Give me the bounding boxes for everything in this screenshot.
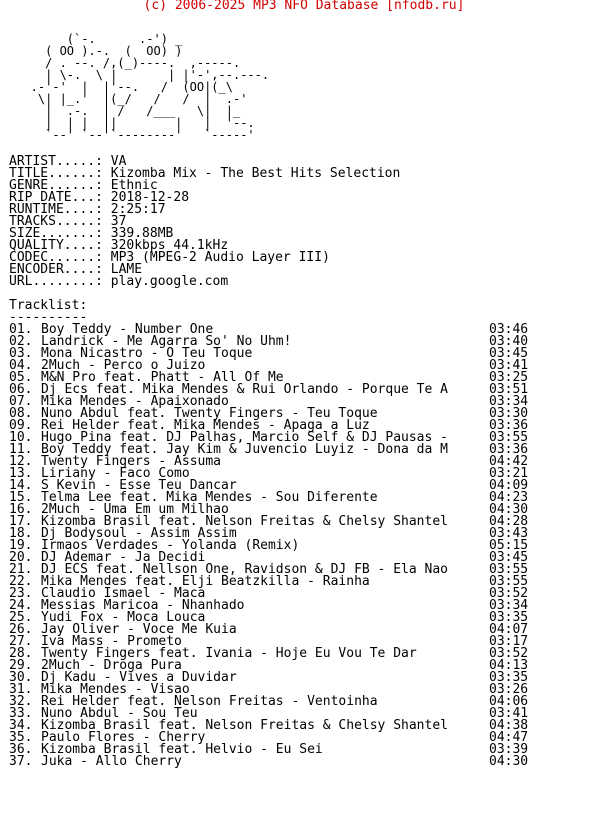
info-label: ARTIST.....: xyxy=(9,154,111,169)
track-duration: 03:36 xyxy=(489,418,529,433)
track-number: 24. xyxy=(9,598,33,613)
track-title: Juka - Allo Cherry xyxy=(41,754,182,769)
track-duration: 03:43 xyxy=(489,526,529,541)
track-duration: 03:55 xyxy=(489,562,529,577)
track-title: Mika Mendes - Apaixonado xyxy=(41,394,229,409)
info-label: SIZE.......: xyxy=(9,226,111,241)
track-title: Landrick - Me Agarra So' No Uhm! xyxy=(41,334,292,349)
info-value: LAME xyxy=(110,262,143,277)
track-duration: 03:17 xyxy=(489,634,529,649)
track-number: 22. xyxy=(9,574,33,589)
track-title: Mona Nicastro - O Teu Toque xyxy=(41,346,253,361)
track-duration: 03:52 xyxy=(489,646,529,661)
track-title: S Kevin - Esse Teu Dancar xyxy=(41,478,237,493)
track-title: Kizomba Brasil feat. Helvio - Eu Sei xyxy=(41,742,323,757)
track-title: Mika Mendes - Visao xyxy=(41,682,190,697)
track-title: Nuno Abdul feat. Twenty Fingers - Teu Toque xyxy=(41,406,378,421)
track-number: 03. xyxy=(9,346,33,361)
track-title: Twenty Fingers feat. Ivania - Hoje Eu Vou Te Dar xyxy=(41,646,417,661)
track-duration: 04:30 xyxy=(489,754,529,769)
track-duration: 03:35 xyxy=(489,610,529,625)
info-label: TRACKS.....: xyxy=(9,214,111,229)
track-duration: 03:36 xyxy=(489,442,529,457)
track-title: Kizomba Brasil feat. Nelson Freitas & Chelsy Shantel xyxy=(41,718,448,733)
track-title: Kizomba Brasil feat. Nelson Freitas & Chelsy Shantel xyxy=(41,514,448,529)
track-title: Twenty Fingers - Assuma xyxy=(41,454,222,469)
track-duration: 03:30 xyxy=(489,406,529,421)
track-title: Dj Ecs feat. Mika Mendes & Rui Orlando - Porque Te A xyxy=(41,382,448,397)
track-number: 36. xyxy=(9,742,33,757)
track-number: 34. xyxy=(9,718,33,733)
track-title: Dj Bodysoul - Assim Assim xyxy=(41,526,237,541)
track-number: 15. xyxy=(9,490,33,505)
track-title: Yudi Fox - Moca Louca xyxy=(41,610,206,625)
track-number: 30. xyxy=(9,670,33,685)
info-label: RUNTIME....: xyxy=(9,202,111,217)
track-duration: 03:26 xyxy=(489,682,529,697)
track-duration: 04:09 xyxy=(489,478,529,493)
track-row xyxy=(9,756,549,768)
track-duration: 03:52 xyxy=(489,586,529,601)
track-title: Boy Teddy - Number One xyxy=(41,322,214,337)
track-number: 23. xyxy=(9,586,33,601)
track-number: 10. xyxy=(9,430,33,445)
info-label: ENCODER....: xyxy=(9,262,111,277)
tracklist-rule: ---------- xyxy=(9,310,88,325)
info-row xyxy=(9,276,400,288)
track-duration: 03:25 xyxy=(489,370,529,385)
track-title: Claudio Ismael - Maca xyxy=(41,586,206,601)
info-label: GENRE......: xyxy=(9,178,111,193)
track-title: Liriany - Faco Como xyxy=(41,466,190,481)
track-number: 37. xyxy=(9,754,33,769)
tracklist-heading xyxy=(9,300,87,324)
track-number: 21. xyxy=(9,562,33,577)
track-number: 25. xyxy=(9,610,33,625)
track-number: 09. xyxy=(9,418,33,433)
track-number: 27. xyxy=(9,634,33,649)
track-number: 12. xyxy=(9,454,33,469)
track-duration: 03:55 xyxy=(489,430,529,445)
track-duration: 04:07 xyxy=(489,622,529,637)
track-duration: 04:42 xyxy=(489,454,529,469)
info-label: QUALITY....: xyxy=(9,238,111,253)
track-title: DJ Ademar - Ja Decidi xyxy=(41,550,206,565)
track-duration: 03:45 xyxy=(489,550,529,565)
site-header: (c) 2006-2025 MP3 NFO Database [nfodb.ru] xyxy=(143,0,465,13)
info-value: 37 xyxy=(110,214,127,229)
track-title: 2Much - Perco o Juizo xyxy=(41,358,206,373)
track-title: Messias Maricoa - Nhanhado xyxy=(41,598,245,613)
track-duration: 03:34 xyxy=(489,598,529,613)
track-duration: 03:40 xyxy=(489,334,529,349)
track-title: Paulo Flores - Cherry xyxy=(41,730,206,745)
track-title: Nuno Abdul - Sou Teu xyxy=(41,706,198,721)
track-duration: 04:30 xyxy=(489,502,529,517)
track-number: 19. xyxy=(9,538,33,553)
track-duration: 03:39 xyxy=(489,742,529,757)
track-duration: 04:47 xyxy=(489,730,529,745)
track-title: 2Much - Uma Em um Milhao xyxy=(41,502,229,517)
info-value: Kizomba Mix - The Best Hits Selection xyxy=(110,166,401,181)
track-title: Mika Mendes feat. Elji Beatzkilla - Rainha xyxy=(41,574,370,589)
track-number: 32. xyxy=(9,694,33,709)
track-title: 2Much - Droga Pura xyxy=(41,658,182,673)
track-duration: 04:13 xyxy=(489,658,529,673)
info-label: RIP DATE...: xyxy=(9,190,111,205)
track-duration: 03:21 xyxy=(489,466,529,481)
info-label: CODEC......: xyxy=(9,250,111,265)
info-value: Ethnic xyxy=(110,178,158,193)
track-title: Rei Helder feat. Mika Mendes - Apaga a Luz xyxy=(41,418,370,433)
track-number: 29. xyxy=(9,658,33,673)
track-title: M&N Pro feat. Phatt - All Of Me xyxy=(41,370,284,385)
info-label: TITLE......: xyxy=(9,166,111,181)
track-title: Telma Lee feat. Mika Mendes - Sou Diferente xyxy=(41,490,378,505)
info-value: 2018-12-28 xyxy=(110,190,190,205)
track-title: Rei Helder feat. Nelson Freitas - Ventoinha xyxy=(41,694,378,709)
track-number: 02. xyxy=(9,334,33,349)
track-number: 17. xyxy=(9,514,33,529)
track-title: Hugo Pina feat. DJ Palhas, Marcio Self & DJ Pausas - xyxy=(41,430,448,445)
track-number: 28. xyxy=(9,646,33,661)
info-value: MP3 (MPEG-2 Audio Layer III) xyxy=(110,250,330,265)
track-title: Jay Oliver - Voce Me Kuia xyxy=(41,622,237,637)
track-title: Irmaos Verdades - Yolanda (Remix) xyxy=(41,538,300,553)
ascii-art-logo: (`-. .-') _ ( OO ).-. ( OO) ) / . --. /,(_)----. ,-----. | \-. \ | | |'-',--.---. .-'-' | |'--. / (OO|(_\ \| |_.' |(_/ / / | .-' | .-. | / /___ \| |_ | | | || | | '--. `--' `--'`--------' `-----' xyxy=(30,32,270,142)
release-info xyxy=(9,156,400,288)
info-value: VA xyxy=(110,154,127,169)
track-duration: 04:06 xyxy=(489,694,529,709)
track-number: 13. xyxy=(9,466,33,481)
track-title: Dj Kadu - Vives a Duvidar xyxy=(41,670,237,685)
track-duration: 04:23 xyxy=(489,490,529,505)
track-title: Iva Mass - Prometo xyxy=(41,634,182,649)
tracklist xyxy=(9,324,549,768)
track-number: 35. xyxy=(9,730,33,745)
info-label: URL........: xyxy=(9,274,111,289)
track-duration: 03:45 xyxy=(489,346,529,361)
info-value: 2:25:17 xyxy=(110,202,166,217)
track-duration: 03:46 xyxy=(489,322,529,337)
track-duration: 03:34 xyxy=(489,394,529,409)
track-number: 07. xyxy=(9,394,33,409)
track-number: 04. xyxy=(9,358,33,373)
track-duration: 04:28 xyxy=(489,514,529,529)
track-number: 31. xyxy=(9,682,33,697)
track-duration: 04:38 xyxy=(489,718,529,733)
track-number: 05. xyxy=(9,370,33,385)
track-duration: 05:15 xyxy=(489,538,529,553)
info-value: play.google.com xyxy=(110,274,229,289)
track-duration: 03:41 xyxy=(489,358,529,373)
track-number: 01. xyxy=(9,322,33,337)
track-number: 26. xyxy=(9,622,33,637)
track-number: 20. xyxy=(9,550,33,565)
track-number: 06. xyxy=(9,382,33,397)
track-duration: 03:35 xyxy=(489,670,529,685)
tracklist-title: Tracklist: xyxy=(9,298,88,313)
track-duration: 03:51 xyxy=(489,382,529,397)
track-number: 33. xyxy=(9,706,33,721)
track-number: 16. xyxy=(9,502,33,517)
track-number: 11. xyxy=(9,442,33,457)
track-duration: 03:55 xyxy=(489,574,529,589)
info-value: 339.88MB xyxy=(110,226,174,241)
track-number: 18. xyxy=(9,526,33,541)
track-title: Boy Teddy feat. Jay Kim & Juvencio Luyiz - Dona da M xyxy=(41,442,448,457)
track-title: DJ ECS feat. Nellson One, Ravidson & DJ FB - Ela Nao xyxy=(41,562,448,577)
track-number: 08. xyxy=(9,406,33,421)
info-value: 320kbps 44.1kHz xyxy=(110,238,229,253)
track-number: 14. xyxy=(9,478,33,493)
track-duration: 03:41 xyxy=(489,706,529,721)
